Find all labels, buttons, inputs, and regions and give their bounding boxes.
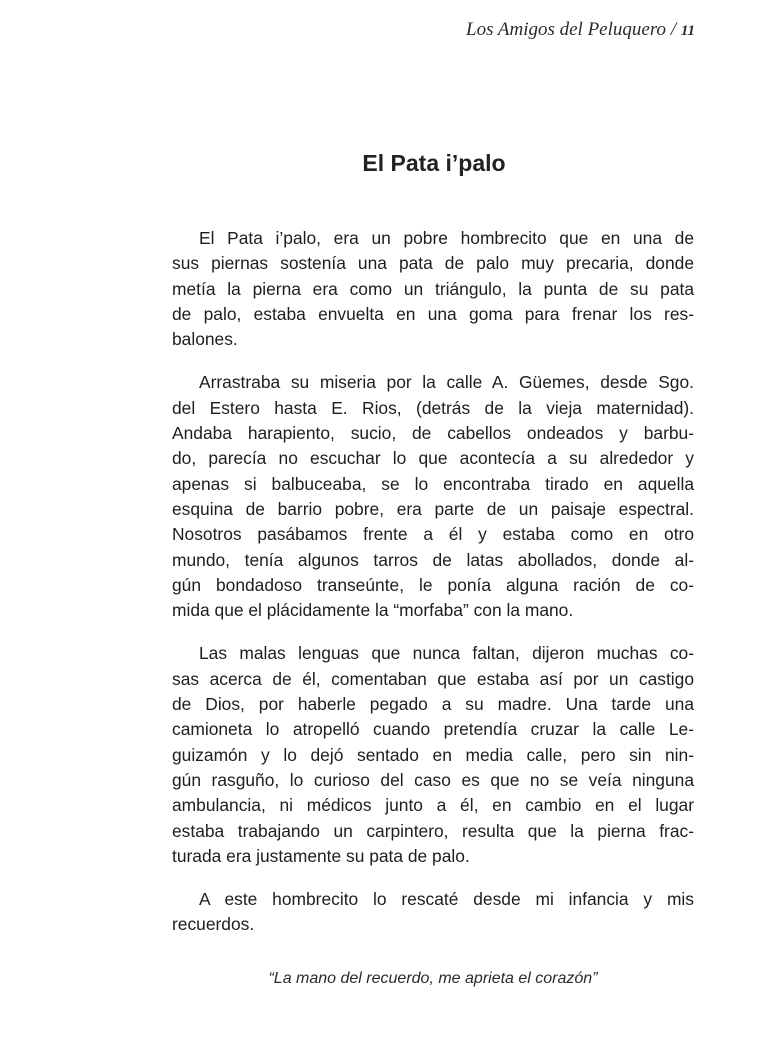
paragraph-line: sas acerca de él, comentaban que estaba así por un castigo <box>172 668 694 689</box>
paragraph-line: metía la pierna era como un triángulo, la punta de su pata <box>172 278 694 299</box>
chapter-title: El Pata i’palo <box>362 150 506 176</box>
chapter-body <box>172 226 694 956</box>
paragraph-line: guizamón y lo dejó sentado en media calle, pero sin nin- <box>172 744 694 765</box>
running-header <box>466 19 695 41</box>
paragraph-2 <box>172 370 694 623</box>
paragraph-line: gún rasguño, lo curioso del caso es que no se veía ninguna <box>172 769 694 790</box>
paragraph-1 <box>172 226 694 352</box>
page-number: 11 <box>680 23 695 39</box>
paragraph-line: Arrastraba su miseria por la calle A. Güemes, desde Sgo. <box>199 372 694 393</box>
paragraph-line: Nosotros pasábamos frente a él y estaba como en otro <box>172 524 694 545</box>
paragraph-line: turada era justamente su pata de palo. <box>172 845 470 866</box>
paragraph-line: Las malas lenguas que nunca faltan, dijeron muchas co- <box>199 643 694 664</box>
paragraph-line: ambulancia, ni médicos junto a él, en cambio en el lugar <box>172 795 694 816</box>
paragraph-line: de palo, estaba envuelta en una goma para frenar los res- <box>172 303 694 324</box>
paragraph-line: esquina de barrio pobre, era parte de un paisaje espectral. <box>172 498 694 519</box>
book-title: Los Amigos del Peluquero <box>466 19 667 40</box>
paragraph-line: del Estero hasta E. Rios, (detrás de la vieja maternidad). <box>172 397 694 418</box>
closing-quote: “La mano del recuerdo, me aprieta el corazón” <box>268 970 598 987</box>
paragraph-line: A este hombrecito lo rescaté desde mi infancia y mis <box>199 889 694 910</box>
paragraph-line: gún bondadoso transeúnte, le ponía alguna ración de co- <box>172 574 694 595</box>
paragraph-line: estaba trabajando un carpintero, resulta que la pierna frac- <box>172 820 694 841</box>
header-separator: / <box>670 19 677 40</box>
paragraph-line: camioneta lo atropelló cuando pretendía cruzar la calle Le- <box>172 719 694 740</box>
paragraph-line: balones. <box>172 329 238 350</box>
paragraph-line: sus piernas sostenía una pata de palo muy precaria, donde <box>172 253 694 274</box>
paragraph-line: apenas si balbuceaba, se lo encontraba tirado en aquella <box>172 473 694 494</box>
paragraph-line: de Dios, por haberle pegado a su madre. Una tarde una <box>172 694 694 715</box>
paragraph-line: Andaba harapiento, sucio, de cabellos ondeados y barbu- <box>172 423 694 444</box>
paragraph-3 <box>172 641 694 869</box>
paragraph-line: mida que el plácidamente la “morfaba” con la mano. <box>172 600 574 621</box>
paragraph-line: do, parecía no escuchar lo que acontecía a su alrededor y <box>172 448 694 469</box>
paragraph-4 <box>172 887 694 938</box>
paragraph-line: mundo, tenía algunos tarros de latas abollados, donde al- <box>172 549 694 570</box>
paragraph-line: El Pata i’palo, era un pobre hombrecito que en una de <box>199 228 694 248</box>
paragraph-line: recuerdos. <box>172 914 255 935</box>
